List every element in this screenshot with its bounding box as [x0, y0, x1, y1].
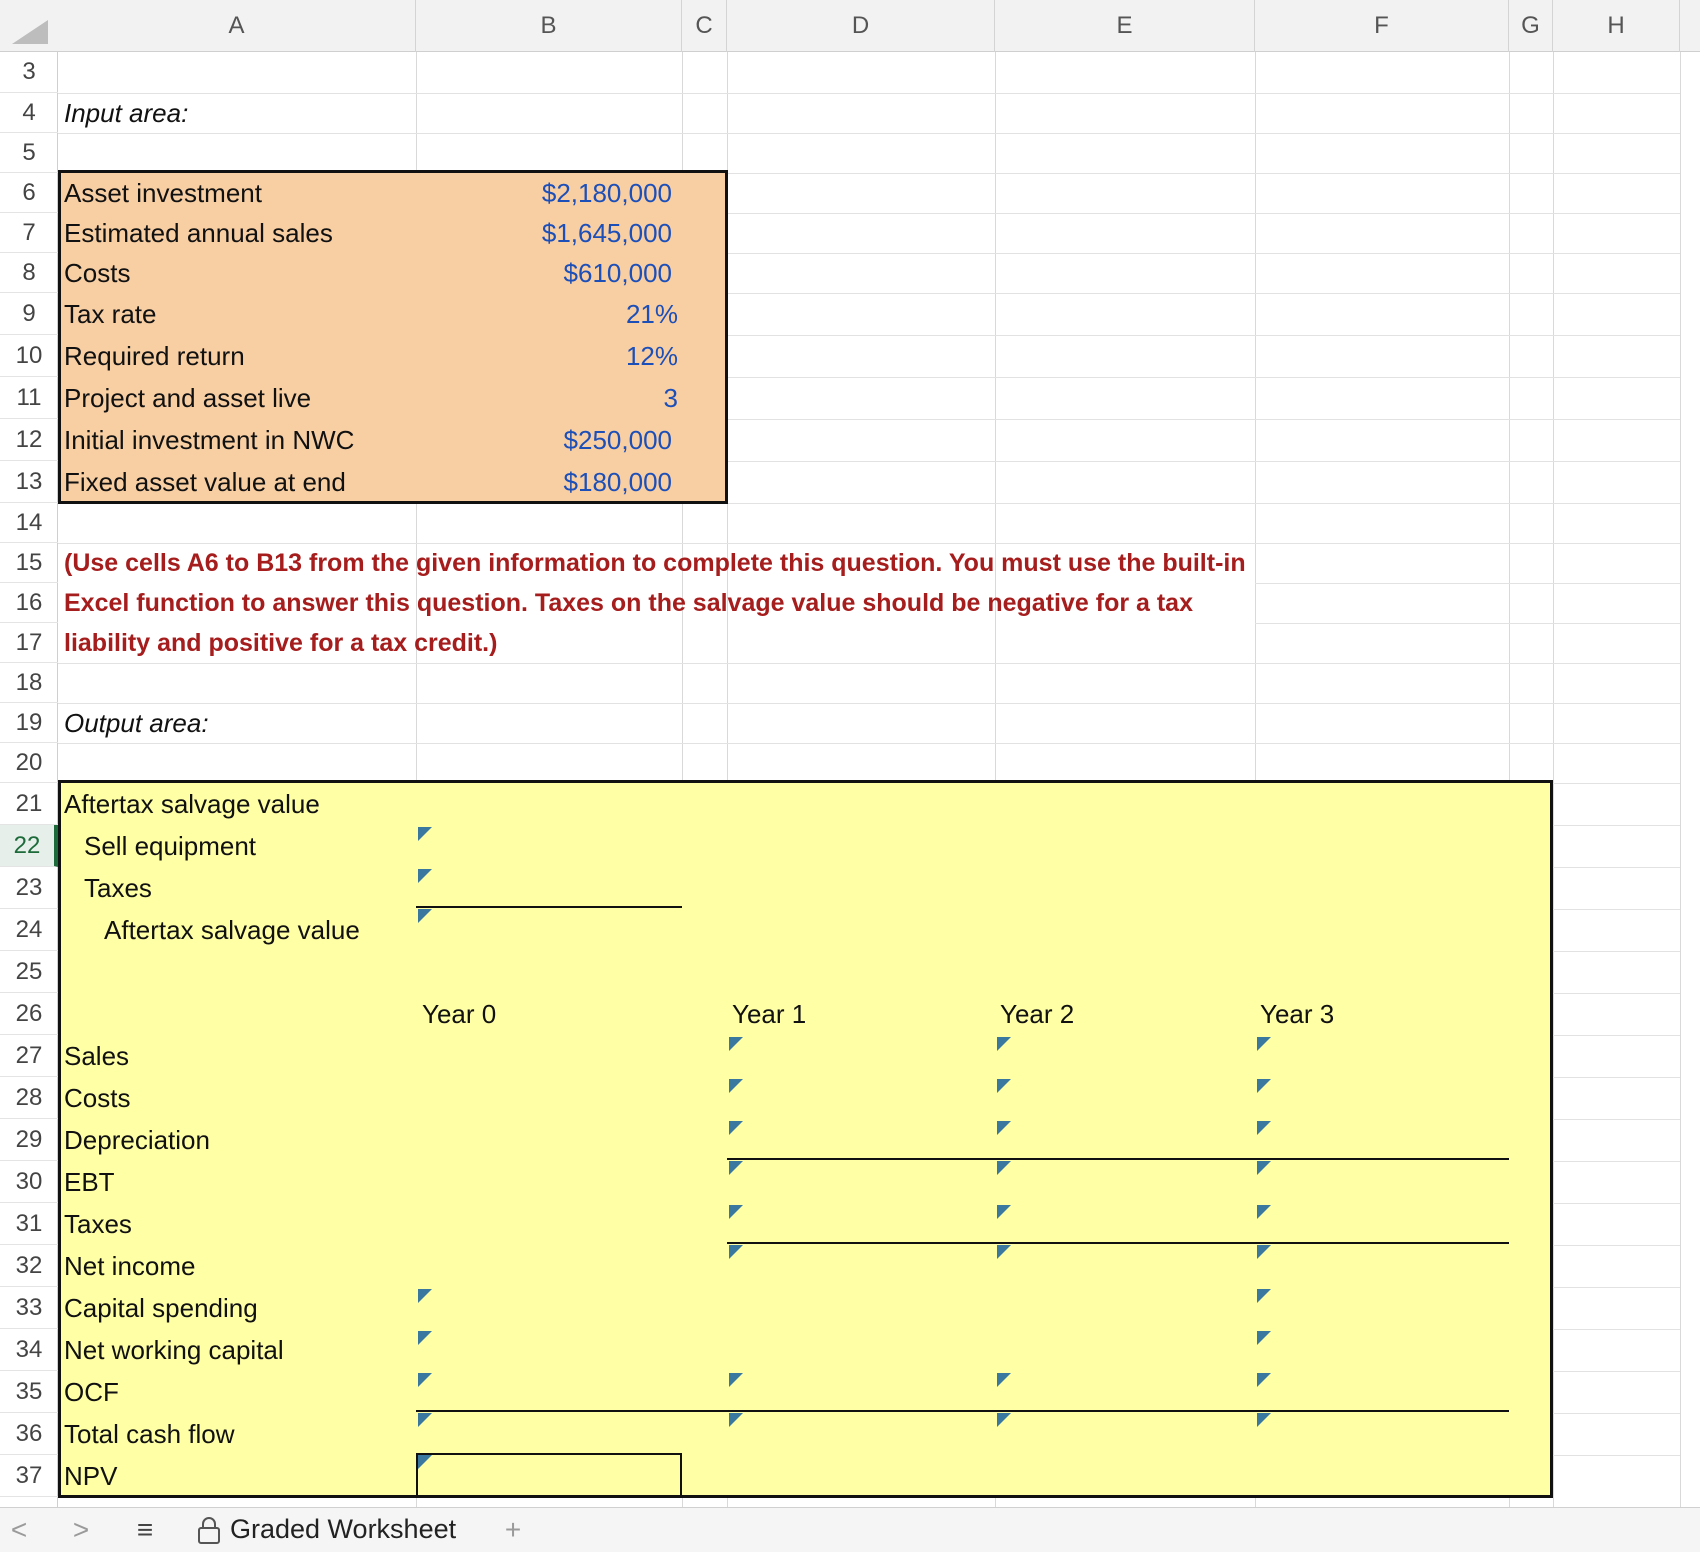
- answer-cell-marker[interactable]: [418, 1331, 432, 1345]
- sheet-menu-icon[interactable]: ≡: [136, 1513, 154, 1545]
- line-total-cash-flow[interactable]: Total cash flow: [64, 1418, 235, 1449]
- gridline: [58, 663, 1680, 664]
- answer-cell-marker[interactable]: [418, 869, 432, 883]
- sheet-tab-label: Graded Worksheet: [230, 1514, 457, 1544]
- output-area-title: Output area:: [64, 707, 209, 738]
- answer-cell-marker[interactable]: [997, 1037, 1011, 1051]
- gridline: [1553, 1203, 1680, 1204]
- row-header[interactable]: 21: [0, 783, 58, 825]
- answer-cell-marker[interactable]: [997, 1373, 1011, 1387]
- input-value[interactable]: $180,000: [563, 466, 672, 497]
- gridline: [1553, 1413, 1680, 1414]
- answer-cell-marker[interactable]: [729, 1161, 743, 1175]
- row-header[interactable]: 27: [0, 1035, 58, 1077]
- year-3-header: Year 3: [1260, 998, 1335, 1029]
- select-all-corner[interactable]: [8, 20, 48, 44]
- sum-underline: [727, 1242, 1509, 1244]
- gridline: [1255, 583, 1680, 584]
- answer-cell-marker[interactable]: [1257, 1245, 1271, 1259]
- gridline: [1553, 52, 1554, 1507]
- gridline: [58, 133, 1680, 134]
- row-header[interactable]: 29: [0, 1119, 58, 1161]
- gridline: [1553, 993, 1680, 994]
- row-header-active[interactable]: 22: [0, 825, 58, 867]
- row-header[interactable]: 6: [0, 173, 58, 213]
- input-area-title: Input area:: [64, 97, 189, 128]
- column-header-a[interactable]: A: [58, 0, 416, 52]
- gridline: [1553, 1077, 1680, 1078]
- gridline: [58, 743, 1680, 744]
- answer-cell-marker[interactable]: [997, 1205, 1011, 1219]
- row-header[interactable]: 17: [0, 623, 58, 663]
- answer-cell-marker[interactable]: [729, 1079, 743, 1093]
- year-1-header: Year 1: [732, 998, 807, 1029]
- answer-cell-marker[interactable]: [997, 1079, 1011, 1093]
- instruction-line: (Use cells A6 to B13 from the given information to complete this question. You must use the built-in: [64, 548, 1246, 577]
- sheet-tab-graded-worksheet[interactable]: [196, 1507, 486, 1552]
- answer-cell-marker[interactable]: [418, 1373, 432, 1387]
- column-header-h[interactable]: H: [1553, 0, 1680, 52]
- row-header[interactable]: 24: [0, 909, 58, 951]
- row-header[interactable]: 9: [0, 293, 58, 335]
- gridline: [1553, 1245, 1680, 1246]
- answer-cell-marker[interactable]: [729, 1205, 743, 1219]
- row-header[interactable]: 25: [0, 951, 58, 993]
- line-net-income[interactable]: Net income: [64, 1250, 196, 1281]
- gridline: [1553, 1329, 1680, 1330]
- column-header-b[interactable]: B: [416, 0, 682, 52]
- scroll-left-icon[interactable]: <: [10, 1513, 28, 1545]
- answer-cell-marker[interactable]: [1257, 1331, 1271, 1345]
- gridline: [58, 93, 1680, 94]
- column-header-e[interactable]: E: [995, 0, 1255, 52]
- row-header[interactable]: 18: [0, 663, 58, 703]
- salvage-sell-label[interactable]: Sell equipment: [84, 830, 256, 861]
- year-0-header: Year 0: [422, 998, 497, 1029]
- gridline: [1255, 623, 1680, 624]
- answer-cell-marker[interactable]: [997, 1121, 1011, 1135]
- row-header[interactable]: 33: [0, 1287, 58, 1329]
- salvage-taxes-label[interactable]: Taxes: [84, 872, 152, 903]
- line-depreciation[interactable]: Depreciation: [64, 1124, 210, 1155]
- answer-cell-marker[interactable]: [418, 1455, 432, 1469]
- answer-cell-marker[interactable]: [729, 1413, 743, 1427]
- instruction-line: Excel function to answer this question. Taxes on the salvage value should be negative for a tax: [64, 588, 1193, 617]
- answer-cell-marker[interactable]: [997, 1245, 1011, 1259]
- row-header[interactable]: 37: [0, 1455, 58, 1497]
- input-value[interactable]: $1,645,000: [541, 217, 672, 248]
- row-header[interactable]: 10: [0, 335, 58, 377]
- row-header[interactable]: 5: [0, 133, 58, 173]
- sum-underline: [416, 1410, 1509, 1412]
- instruction-line: liability and positive for a tax credit.): [64, 628, 498, 657]
- answer-cell-marker[interactable]: [1257, 1037, 1271, 1051]
- answer-cell-marker[interactable]: [1257, 1121, 1271, 1135]
- answer-cell-marker[interactable]: [729, 1373, 743, 1387]
- line-sales[interactable]: Sales: [64, 1040, 130, 1071]
- salvage-aftertax-label[interactable]: Aftertax salvage value: [104, 914, 360, 945]
- row-header[interactable]: 31: [0, 1203, 58, 1245]
- line-net-working-capital[interactable]: Net working capital: [64, 1334, 284, 1365]
- row-header[interactable]: 30: [0, 1161, 58, 1203]
- column-header-g[interactable]: G: [1509, 0, 1553, 52]
- row-header[interactable]: 32: [0, 1245, 58, 1287]
- scroll-right-icon[interactable]: >: [72, 1513, 90, 1545]
- input-label[interactable]: Asset investment: [64, 177, 262, 208]
- answer-cell-marker[interactable]: [1257, 1161, 1271, 1175]
- gridline: [1553, 825, 1680, 826]
- gridline: [1553, 1287, 1680, 1288]
- row-header[interactable]: 15: [0, 543, 58, 583]
- answer-cell-marker[interactable]: [418, 1289, 432, 1303]
- input-label[interactable]: Costs: [64, 257, 131, 288]
- gridline: [1680, 52, 1681, 1507]
- input-value[interactable]: 12%: [625, 340, 678, 371]
- line-ocf[interactable]: OCF: [64, 1376, 119, 1407]
- input-label[interactable]: Initial investment in NWC: [64, 424, 355, 455]
- column-header-c[interactable]: C: [682, 0, 727, 52]
- gridline: [1553, 1119, 1680, 1120]
- answer-cell-marker[interactable]: [1257, 1079, 1271, 1093]
- input-value[interactable]: $2,180,000: [541, 177, 672, 208]
- input-label[interactable]: Required return: [64, 340, 245, 371]
- answer-cell-marker[interactable]: [729, 1245, 743, 1259]
- input-value[interactable]: 3: [663, 382, 678, 413]
- answer-cell-marker[interactable]: [1257, 1373, 1271, 1387]
- answer-cell-marker[interactable]: [1257, 1289, 1271, 1303]
- answer-cell-marker[interactable]: [418, 827, 432, 841]
- input-value[interactable]: 21%: [625, 298, 678, 329]
- row-header[interactable]: 7: [0, 213, 58, 253]
- line-ebt[interactable]: EBT: [64, 1166, 115, 1197]
- gridline: [1553, 1371, 1680, 1372]
- add-sheet-icon[interactable]: +: [504, 1513, 522, 1545]
- column-header-d[interactable]: D: [727, 0, 995, 52]
- row-header[interactable]: 23: [0, 867, 58, 909]
- row-header[interactable]: 3: [0, 52, 58, 93]
- row-header[interactable]: 8: [0, 253, 58, 293]
- row-header[interactable]: 35: [0, 1371, 58, 1413]
- answer-cell-marker[interactable]: [418, 909, 432, 923]
- row-header[interactable]: 34: [0, 1329, 58, 1371]
- sum-underline: [727, 1158, 1509, 1160]
- input-label[interactable]: Estimated annual sales: [64, 217, 333, 248]
- input-label[interactable]: Project and asset live: [64, 382, 312, 413]
- lock-icon: [196, 1515, 222, 1545]
- gridline: [1553, 951, 1680, 952]
- gridline: [1553, 867, 1680, 868]
- row-header[interactable]: 12: [0, 419, 58, 461]
- line-taxes[interactable]: Taxes: [64, 1208, 132, 1239]
- gridline: [58, 703, 1680, 704]
- year-2-header: Year 2: [1000, 998, 1075, 1029]
- input-label[interactable]: Tax rate: [64, 298, 157, 329]
- gridline: [1553, 1035, 1680, 1036]
- answer-cell-marker[interactable]: [997, 1413, 1011, 1427]
- input-value[interactable]: $610,000: [563, 257, 672, 288]
- row-header[interactable]: 4: [0, 93, 58, 133]
- answer-cell-marker[interactable]: [1257, 1205, 1271, 1219]
- gridline: [1553, 1455, 1680, 1456]
- row-header[interactable]: 14: [0, 503, 58, 543]
- row-header[interactable]: 26: [0, 993, 58, 1035]
- answer-cell-marker[interactable]: [729, 1037, 743, 1051]
- answer-cell-marker[interactable]: [729, 1121, 743, 1135]
- gridline: [1553, 909, 1680, 910]
- row-header[interactable]: 16: [0, 583, 58, 623]
- line-npv[interactable]: NPV: [64, 1460, 118, 1491]
- npv-answer-cell[interactable]: [416, 1453, 682, 1497]
- row-header[interactable]: 13: [0, 461, 58, 503]
- input-value[interactable]: $250,000: [563, 424, 672, 455]
- row-header[interactable]: 20: [0, 743, 58, 783]
- row-header[interactable]: 11: [0, 377, 58, 419]
- row-header[interactable]: 19: [0, 703, 58, 743]
- gridline: [1553, 1161, 1680, 1162]
- row-header[interactable]: 36: [0, 1413, 58, 1455]
- row-header[interactable]: 28: [0, 1077, 58, 1119]
- answer-cell-marker[interactable]: [1257, 1413, 1271, 1427]
- salvage-header[interactable]: Aftertax salvage value: [64, 788, 320, 819]
- output-area-box: [58, 780, 1553, 1498]
- line-capital-spending[interactable]: Capital spending: [64, 1292, 258, 1323]
- sum-underline: [416, 906, 682, 908]
- input-label[interactable]: Fixed asset value at end: [64, 466, 346, 497]
- line-costs[interactable]: Costs: [64, 1082, 131, 1113]
- answer-cell-marker[interactable]: [997, 1161, 1011, 1175]
- column-header-f[interactable]: F: [1255, 0, 1509, 52]
- answer-cell-marker[interactable]: [418, 1413, 432, 1427]
